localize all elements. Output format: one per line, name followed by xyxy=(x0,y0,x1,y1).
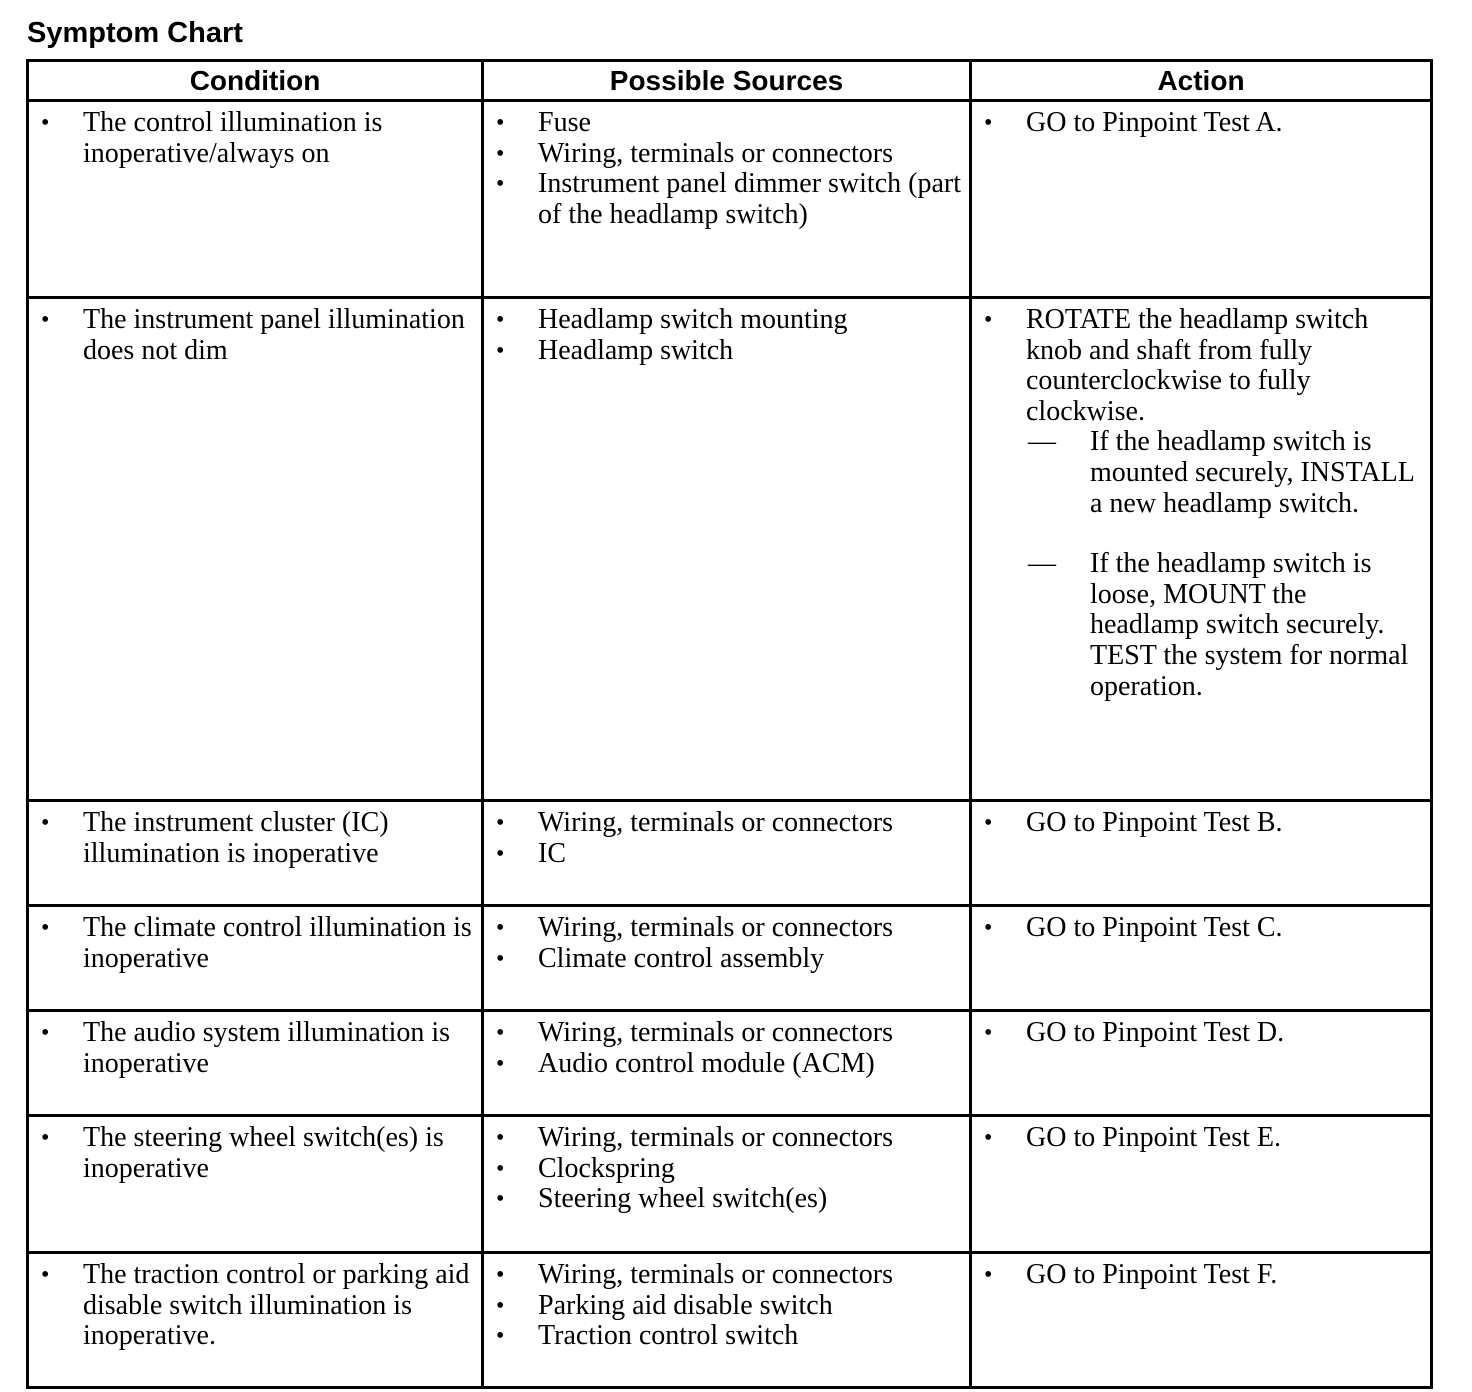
sources-cell xyxy=(483,298,971,801)
condition-text: The control illumination is inoperative/always on xyxy=(83,107,383,169)
bullet-icon: • xyxy=(496,1186,505,1213)
action-cell xyxy=(971,1116,1432,1253)
sources-cell xyxy=(483,906,971,1011)
dash-icon: — xyxy=(1028,426,1056,458)
condition-text: The traction control or parking aid disable switch illumination is inoperative. xyxy=(83,1259,470,1352)
action-cell xyxy=(971,1011,1432,1116)
list-item xyxy=(484,839,969,870)
table-header-row xyxy=(28,61,1432,101)
action-cell xyxy=(971,906,1432,1011)
symptom-chart-table xyxy=(26,59,1433,1389)
action-cell xyxy=(971,801,1432,906)
action-text: GO to Pinpoint Test B. xyxy=(1026,807,1283,838)
source-text: Audio control module (ACM) xyxy=(538,1047,875,1079)
sources-cell xyxy=(483,101,971,298)
table-row xyxy=(28,298,1432,801)
list-item xyxy=(484,1184,969,1215)
condition-text: The climate control illumination is inoperative xyxy=(83,912,472,974)
action-text: GO to Pinpoint Test A. xyxy=(1026,107,1283,138)
list-item xyxy=(484,305,969,336)
bullet-icon: • xyxy=(496,110,505,136)
source-text: IC xyxy=(538,837,566,869)
bullet-icon: • xyxy=(496,1262,505,1288)
sub-action-text: If the headlamp switch is mounted securely, INSTALL a new headlamp switch. xyxy=(1090,426,1414,519)
bullet-icon: • xyxy=(496,1020,505,1046)
source-text: Wiring, terminals or connectors xyxy=(538,807,893,838)
bullet-icon: • xyxy=(984,307,993,333)
sub-action-text: If the headlamp switch is loose, MOUNT the headlamp switch securely. TEST the system for normal operation. xyxy=(1090,548,1409,702)
list-item xyxy=(29,108,481,169)
list-item xyxy=(972,913,1430,944)
bullet-icon: • xyxy=(41,1125,50,1151)
bullet-icon: • xyxy=(496,840,505,867)
list-item xyxy=(972,305,1430,702)
sub-action-item xyxy=(1026,549,1422,702)
source-text: Climate control assembly xyxy=(538,942,825,974)
sources-cell xyxy=(483,1011,971,1116)
bullet-icon: • xyxy=(496,915,505,941)
list-item xyxy=(484,1123,969,1154)
list-item xyxy=(484,1260,969,1291)
table-row xyxy=(28,801,1432,906)
bullet-icon: • xyxy=(496,1292,505,1319)
sources-cell xyxy=(483,1253,971,1388)
bullet-icon: • xyxy=(41,110,50,136)
condition-cell xyxy=(28,906,483,1011)
list-item xyxy=(484,944,969,975)
list-item xyxy=(972,108,1430,139)
bullet-icon: • xyxy=(984,110,993,136)
bullet-icon: • xyxy=(984,1262,993,1288)
list-item xyxy=(484,1291,969,1322)
bullet-icon: • xyxy=(496,337,505,364)
table-row xyxy=(28,1116,1432,1253)
table-row xyxy=(28,1011,1432,1116)
column-header-possible-sources: Possible Sources xyxy=(483,61,971,101)
bullet-icon: • xyxy=(496,171,505,198)
source-text: Headlamp switch mounting xyxy=(538,304,848,335)
bullet-icon: • xyxy=(496,1155,505,1182)
list-item xyxy=(972,1260,1430,1291)
list-item xyxy=(972,1018,1430,1049)
table-row xyxy=(28,1253,1432,1388)
list-item xyxy=(484,1018,969,1049)
column-header-action: Action xyxy=(971,61,1432,101)
source-text: Traction control switch xyxy=(538,1320,799,1352)
bullet-icon: • xyxy=(984,1020,993,1046)
list-item xyxy=(484,913,969,944)
condition-cell xyxy=(28,298,483,801)
list-item xyxy=(29,305,481,366)
page-title: Symptom Chart xyxy=(27,17,243,49)
bullet-icon: • xyxy=(496,140,505,167)
list-item xyxy=(29,913,481,974)
bullet-icon: • xyxy=(496,1323,505,1350)
bullet-icon: • xyxy=(41,1262,50,1288)
list-item xyxy=(29,808,481,869)
list-item xyxy=(29,1123,481,1184)
source-text: Wiring, terminals or connectors xyxy=(538,1017,893,1048)
list-item xyxy=(29,1260,481,1352)
action-text: GO to Pinpoint Test C. xyxy=(1026,912,1283,943)
source-text: Instrument panel dimmer switch (part of the headlamp switch) xyxy=(538,168,961,230)
source-text: Parking aid disable switch xyxy=(538,1289,833,1321)
action-cell xyxy=(971,101,1432,298)
source-text: Wiring, terminals or connectors xyxy=(538,1122,893,1153)
list-item xyxy=(29,1018,481,1079)
bullet-icon: • xyxy=(41,1020,50,1046)
list-item xyxy=(484,108,969,139)
bullet-icon: • xyxy=(496,1050,505,1077)
list-item xyxy=(484,1321,969,1352)
dash-icon: — xyxy=(1028,548,1056,580)
condition-cell xyxy=(28,801,483,906)
list-item xyxy=(972,808,1430,839)
sources-cell xyxy=(483,1116,971,1253)
condition-text: The instrument cluster (IC) illumination is inoperative xyxy=(83,807,389,869)
source-text: Steering wheel switch(es) xyxy=(538,1183,828,1215)
source-text: Wiring, terminals or connectors xyxy=(538,1259,893,1290)
bullet-icon: • xyxy=(984,1125,993,1151)
condition-text: The audio system illumination is inoperative xyxy=(83,1017,451,1079)
bullet-icon: • xyxy=(41,915,50,941)
condition-cell xyxy=(28,101,483,298)
action-text: GO to Pinpoint Test F. xyxy=(1026,1259,1278,1290)
list-item xyxy=(484,1154,969,1185)
bullet-icon: • xyxy=(496,307,505,333)
condition-text: The instrument panel illumination does not dim xyxy=(83,304,465,366)
table-row xyxy=(28,906,1432,1011)
condition-cell xyxy=(28,1011,483,1116)
action-text: GO to Pinpoint Test E. xyxy=(1026,1122,1281,1153)
bullet-icon: • xyxy=(496,1125,505,1151)
condition-text: The steering wheel switch(es) is inoperative xyxy=(83,1122,444,1184)
sub-action-item xyxy=(1026,427,1422,519)
source-text: Clockspring xyxy=(538,1152,675,1184)
list-item xyxy=(972,1123,1430,1154)
column-header-condition: Condition xyxy=(28,61,483,101)
source-text: Wiring, terminals or connectors xyxy=(538,137,893,169)
action-text: ROTATE the headlamp switch knob and shaft from fully counterclockwise to fully clockwise. xyxy=(1026,304,1369,427)
source-text: Wiring, terminals or connectors xyxy=(538,912,893,943)
list-item xyxy=(484,169,969,230)
action-cell xyxy=(971,1253,1432,1388)
action-cell xyxy=(971,298,1432,801)
bullet-icon: • xyxy=(984,810,993,836)
list-item xyxy=(484,139,969,170)
bullet-icon: • xyxy=(41,810,50,836)
condition-cell xyxy=(28,1116,483,1253)
list-item xyxy=(484,808,969,839)
list-item xyxy=(484,1049,969,1080)
sources-cell xyxy=(483,801,971,906)
bullet-icon: • xyxy=(496,945,505,972)
table-row xyxy=(28,101,1432,298)
source-text: Fuse xyxy=(538,107,591,138)
bullet-icon: • xyxy=(41,307,50,333)
list-item xyxy=(484,336,969,367)
bullet-icon: • xyxy=(984,915,993,941)
condition-cell xyxy=(28,1253,483,1388)
bullet-icon: • xyxy=(496,810,505,836)
action-text: GO to Pinpoint Test D. xyxy=(1026,1017,1285,1048)
source-text: Headlamp switch xyxy=(538,334,734,366)
